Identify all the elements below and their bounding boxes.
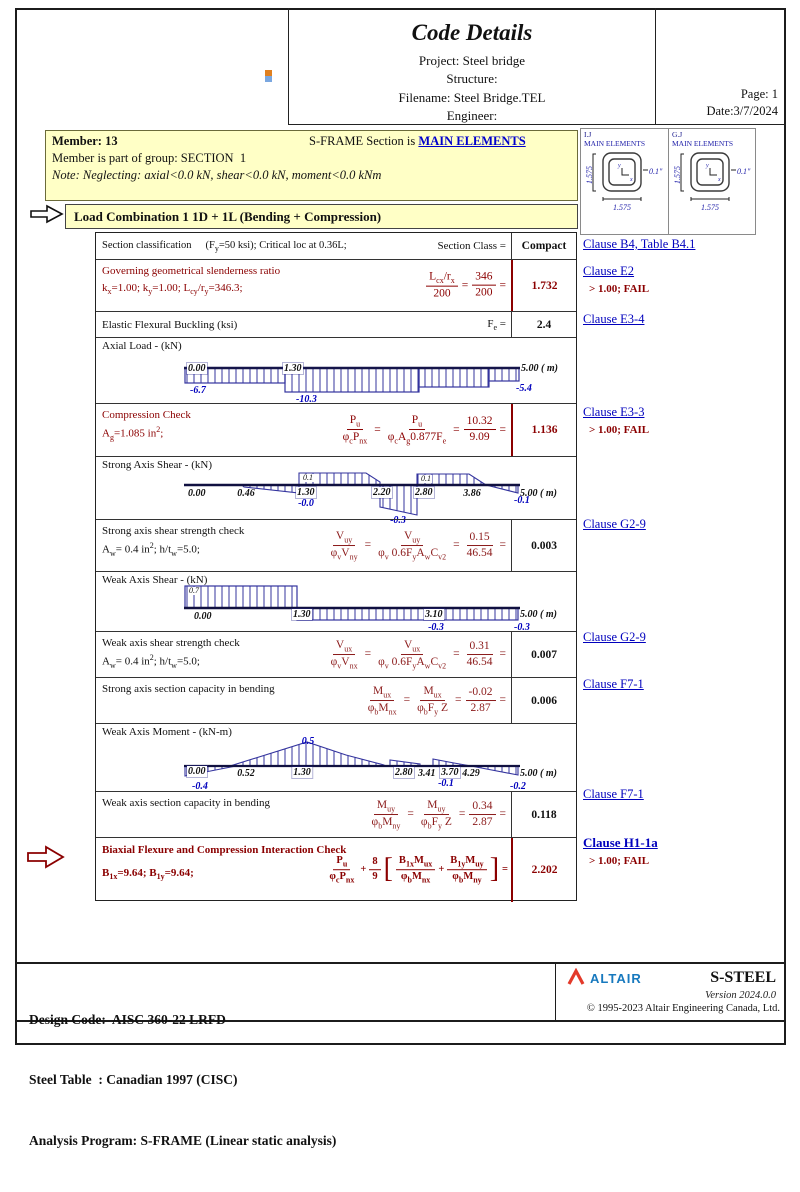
product-version: Version 2024.0.0 [705, 990, 776, 1001]
axis-tick: 0.00 [194, 611, 212, 622]
check-params: $k_x=1.00$; $k_y=1.00$; $L_{cy}/r_y=346.3$; [102, 282, 243, 297]
sframe-prefix: S-FRAME Section is [309, 134, 419, 148]
svg-text:x: x [630, 177, 633, 183]
formula-strong-shear: $\frac{V_{uy}}{\varphi_vV_{ny}}$ = $\frac{V_{uy}}{\varphi_v 0.6F_yA_wC_{v2}}$ = $\frac{0.15}{46.54}$ = [330, 529, 506, 562]
diagram-value: 0.7 [189, 586, 199, 595]
axis-tick: 3.70 [441, 767, 459, 778]
axis-tick: 0.00 [188, 766, 206, 777]
section-name-link[interactable]: MAIN ELEMENTS [418, 134, 526, 148]
result-value: 0.006 [511, 678, 576, 723]
axis-tick: 0.46 [237, 488, 255, 499]
axial-load-diagram [184, 362, 558, 405]
axis-tick: 0.00 [188, 363, 206, 374]
check-params: $A_g=1.085$ $in^2$; [102, 425, 164, 442]
diagram-value: -6.7 [190, 385, 206, 396]
row-compression-check [96, 403, 576, 456]
result-value: 1.136 [511, 404, 576, 456]
section-end-label: G.J [672, 130, 683, 139]
diagram-value: -10.3 [296, 394, 317, 405]
steel-table-line: Steel Table : Canadian 1997 (CISC) [29, 1072, 238, 1088]
row-weak-shear-diagram [96, 571, 576, 631]
formula-slenderness: $\frac{L_{cx}/r_x}{200}$ = $\frac{346}{200}$ = [426, 270, 506, 301]
axis-tick: 5.00 ( m) [521, 363, 558, 374]
hollow-square-section-icon [673, 149, 755, 227]
weak-moment-plot [184, 738, 536, 792]
diagram-value: -0.1 [438, 778, 454, 789]
axis-tick: 4.29 [462, 768, 480, 779]
strong-shear-diagram [184, 471, 557, 526]
load-combination-bar [65, 204, 578, 229]
check-params: $A_w= 0.4$ $in^2$; $h/t_w=5.0$; [102, 653, 200, 670]
clause-link-e3-4[interactable]: Clause E3-4 [583, 312, 645, 326]
axis-tick: 5.00 ( m) [520, 609, 557, 620]
diagram-value: -0.3 [428, 622, 444, 633]
diagram-value: 0.1 [303, 473, 313, 482]
footer-info [29, 969, 336, 1192]
axis-tick: 2.20 [373, 487, 391, 498]
engineer-line: Engineer: [446, 108, 498, 124]
clause-link-b4[interactable]: Clause B4, Table B4.1 [583, 237, 696, 251]
diagram-title: Strong Axis Shear - (kN) [102, 459, 212, 471]
row-biaxial-check [96, 837, 576, 902]
check-label: Compression Check [102, 409, 191, 421]
axial-load-plot [184, 362, 536, 404]
product-name: S-STEEL [710, 969, 776, 986]
diagram-value: -0.4 [192, 781, 208, 792]
check-label: Governing geometrical slenderness ratio [102, 265, 281, 277]
diagram-value: 0.5 [301, 736, 315, 747]
fail-status: > 1.00; FAIL [589, 283, 650, 295]
svg-text:1.575: 1.575 [673, 166, 682, 184]
check-label: Strong axis section capacity in bending [102, 683, 275, 695]
load-combination-label: Load Combination 1 1D + 1L (Bending + Compression) [74, 208, 382, 224]
member-info-box [45, 130, 578, 201]
result-value: 2.202 [511, 838, 576, 902]
report-footer [15, 962, 786, 1148]
buckling-rhs: $F_e$ = [487, 317, 506, 332]
diagram-value: -0.3 [514, 622, 530, 633]
section-end-label: I.J [584, 130, 592, 139]
result-value: 2.4 [511, 312, 576, 337]
diagram-value: 0.1 [421, 474, 431, 483]
check-label: Strong axis shear strength check [102, 525, 245, 537]
section-sketch-box [580, 128, 756, 235]
svg-text:y: y [618, 163, 621, 169]
weak-shear-diagram [184, 584, 557, 633]
axis-tick: 5.00 ( m) [520, 488, 557, 499]
check-params: $B_{1x}=9.64$; $B_{1y}=9.64$; [102, 867, 194, 882]
classification-rhs: Section Class = [437, 240, 506, 252]
svg-text:x: x [718, 177, 721, 183]
row-axial-diagram [96, 337, 576, 403]
formula-compression: $\frac{P_u}{\varphi_cP_{nx}}$ = $\frac{P_u}{\varphi_cA_g0.877F_e}$ = $\frac{10.32}{9.09}$ = [342, 414, 506, 446]
diagram-value: -0.3 [390, 515, 406, 526]
page-title: Code Details [411, 20, 533, 45]
diagram-value: -5.4 [516, 383, 532, 394]
axis-tick: 5.00 ( m) [520, 768, 557, 779]
row-weak-shear-check [96, 631, 576, 677]
report-header [288, 8, 786, 125]
project-line: Project: Steel bridge [418, 53, 526, 68]
checks-table [95, 232, 577, 901]
diagram-title: Axial Load - (kN) [102, 340, 182, 352]
check-params: $A_w= 0.4$ $in^2$; $h/t_w=5.0$; [102, 541, 200, 558]
section-sketch-left [581, 129, 668, 234]
row-strong-shear-diagram [96, 456, 576, 526]
axis-tick: 3.10 [425, 609, 443, 620]
axis-tick: 3.86 [463, 488, 481, 499]
axis-tick: 1.30 [293, 609, 311, 620]
check-condition: ($F_y=50$ ksi); Critical loc at 0.36L; [205, 240, 347, 254]
axis-tick: 0.52 [237, 768, 255, 779]
copyright: © 1995-2023 Altair Engineering Canada, Ltd. [586, 1003, 780, 1014]
svg-text:y: y [706, 163, 709, 169]
altair-logo-icon [564, 968, 684, 988]
check-label: Section classification [102, 240, 192, 251]
result-value: Compact [511, 233, 576, 259]
analysis-program-line: Analysis Program: S-FRAME (Linear static analysis) [29, 1133, 337, 1148]
formula-biaxial: $\frac{P_u}{\varphi_cP_{nx}}$ + $\frac{8}{9}$ [ $\frac{B_{1x}M_{ux}}{\varphi_bM_{nx}}$ + $\frac{B_{1y}M_{uy}}{\varphi_bM_{ny}}$ ] = [329, 852, 508, 885]
report-date: Date:3/7/2024 [706, 104, 778, 119]
check-label: Elastic Flexural Buckling (ksi) [102, 319, 238, 331]
row-strong-bending-check [96, 677, 576, 723]
pointer-arrow-icon [29, 203, 65, 229]
check-label: Biaxial Flexure and Compression Interaction Check [102, 844, 347, 856]
diagram-value: -0.0 [298, 498, 314, 509]
page-info [656, 8, 786, 124]
section-name-label: MAIN ELEMENTS [672, 139, 734, 148]
row-section-classification [96, 233, 576, 259]
svg-text:1.575: 1.575 [585, 166, 594, 184]
svg-text:0.1": 0.1" [649, 167, 663, 176]
result-value: 0.118 [511, 792, 576, 837]
section-name-label: MAIN ELEMENTS [584, 139, 646, 148]
svg-text:1.575: 1.575 [613, 203, 631, 212]
design-code-line: Design Code: AISC 360-22 LRFD [29, 1011, 226, 1027]
clause-link-e2[interactable]: Clause E2 [583, 264, 635, 278]
section-sketch-right [668, 129, 755, 234]
clause-link-f7-1b[interactable]: Clause F7-1 [583, 787, 644, 801]
clause-link-g2-9a[interactable]: Clause G2-9 [583, 517, 646, 531]
result-value: 0.007 [511, 632, 576, 677]
formula-strong-bending: $\frac{M_{ux}}{\varphi_bM_{nx}}$ = $\frac{M_{ux}}{\varphi_bF_y Z}$ = $\frac{-0.02}{2.87}$ = [367, 684, 506, 717]
axis-tick: 1.30 [297, 487, 315, 498]
member-title: Member: 13 [52, 134, 118, 148]
row-weak-bending-check [96, 791, 576, 837]
header-mark-icon [265, 70, 272, 83]
structure-line: Structure: [446, 71, 498, 87]
row-strong-shear-check [96, 519, 576, 571]
axis-tick: 1.30 [293, 767, 311, 778]
axis-tick: 1.30 [284, 363, 302, 374]
fail-status: > 1.00; FAIL [589, 855, 650, 867]
clause-link-f7-1a[interactable]: Clause F7-1 [583, 677, 644, 691]
diagram-title: Weak Axis Shear - (kN) [102, 574, 208, 586]
result-value: 1.732 [511, 260, 576, 311]
axis-tick: 2.80 [395, 767, 413, 778]
formula-weak-shear: $\frac{V_{ux}}{\varphi_vV_{nx}}$ = $\frac{V_{ux}}{\varphi_v 0.6F_yA_wC_{v2}}$ = $\frac{0.31}{46.54}$ = [330, 638, 506, 671]
diagram-value: -0.1 [514, 495, 530, 506]
check-label: Weak axis section capacity in bending [102, 797, 271, 809]
row-weak-moment-diagram [96, 723, 576, 791]
diagram-value: -0.2 [510, 781, 526, 792]
fail-status: > 1.00; FAIL [589, 424, 650, 436]
member-group-line: Member is part of group: SECTION 1 [52, 151, 247, 165]
fail-pointer-arrow-icon [26, 844, 66, 874]
clause-link-h1-1a[interactable]: Clause H1-1a [583, 835, 658, 850]
member-note: Note: Neglecting: axial<0.0 kN, shear<0.0 kN, moment<0.0 kNm [52, 168, 382, 182]
clause-link-g2-9b[interactable]: Clause G2-9 [583, 630, 646, 644]
row-elastic-buckling [96, 311, 576, 337]
header-center [288, 8, 656, 124]
svg-text:ALTAIR: ALTAIR [590, 971, 642, 986]
weak-moment-diagram [184, 736, 557, 792]
svg-text:1.575: 1.575 [701, 203, 719, 212]
result-value: 0.003 [511, 520, 576, 571]
axis-tick: 3.41 [418, 768, 436, 779]
sframe-section-line [309, 134, 526, 149]
formula-weak-bending: $\frac{M_{uy}}{\varphi_bM_{ny}}$ = $\frac{M_{uy}}{\varphi_bF_y Z}$ = $\frac{0.34}{2.87}$ = [371, 798, 506, 831]
clause-link-e3-3[interactable]: Clause E3-3 [583, 405, 645, 419]
hollow-square-section-icon [585, 149, 667, 227]
filename-line: Filename: Steel Bridge.TEL [398, 89, 546, 105]
diagram-title: Weak Axis Moment - (kN-m) [102, 726, 232, 738]
check-label: Weak axis shear strength check [102, 637, 240, 649]
page-number: Page: 1 [740, 87, 778, 102]
footer-brand-cell [555, 964, 786, 1020]
row-slenderness [96, 259, 576, 311]
axis-tick: 0.00 [188, 488, 206, 499]
axis-tick: 2.80 [415, 487, 433, 498]
svg-text:0.1": 0.1" [737, 167, 751, 176]
weak-shear-plot [184, 584, 536, 632]
